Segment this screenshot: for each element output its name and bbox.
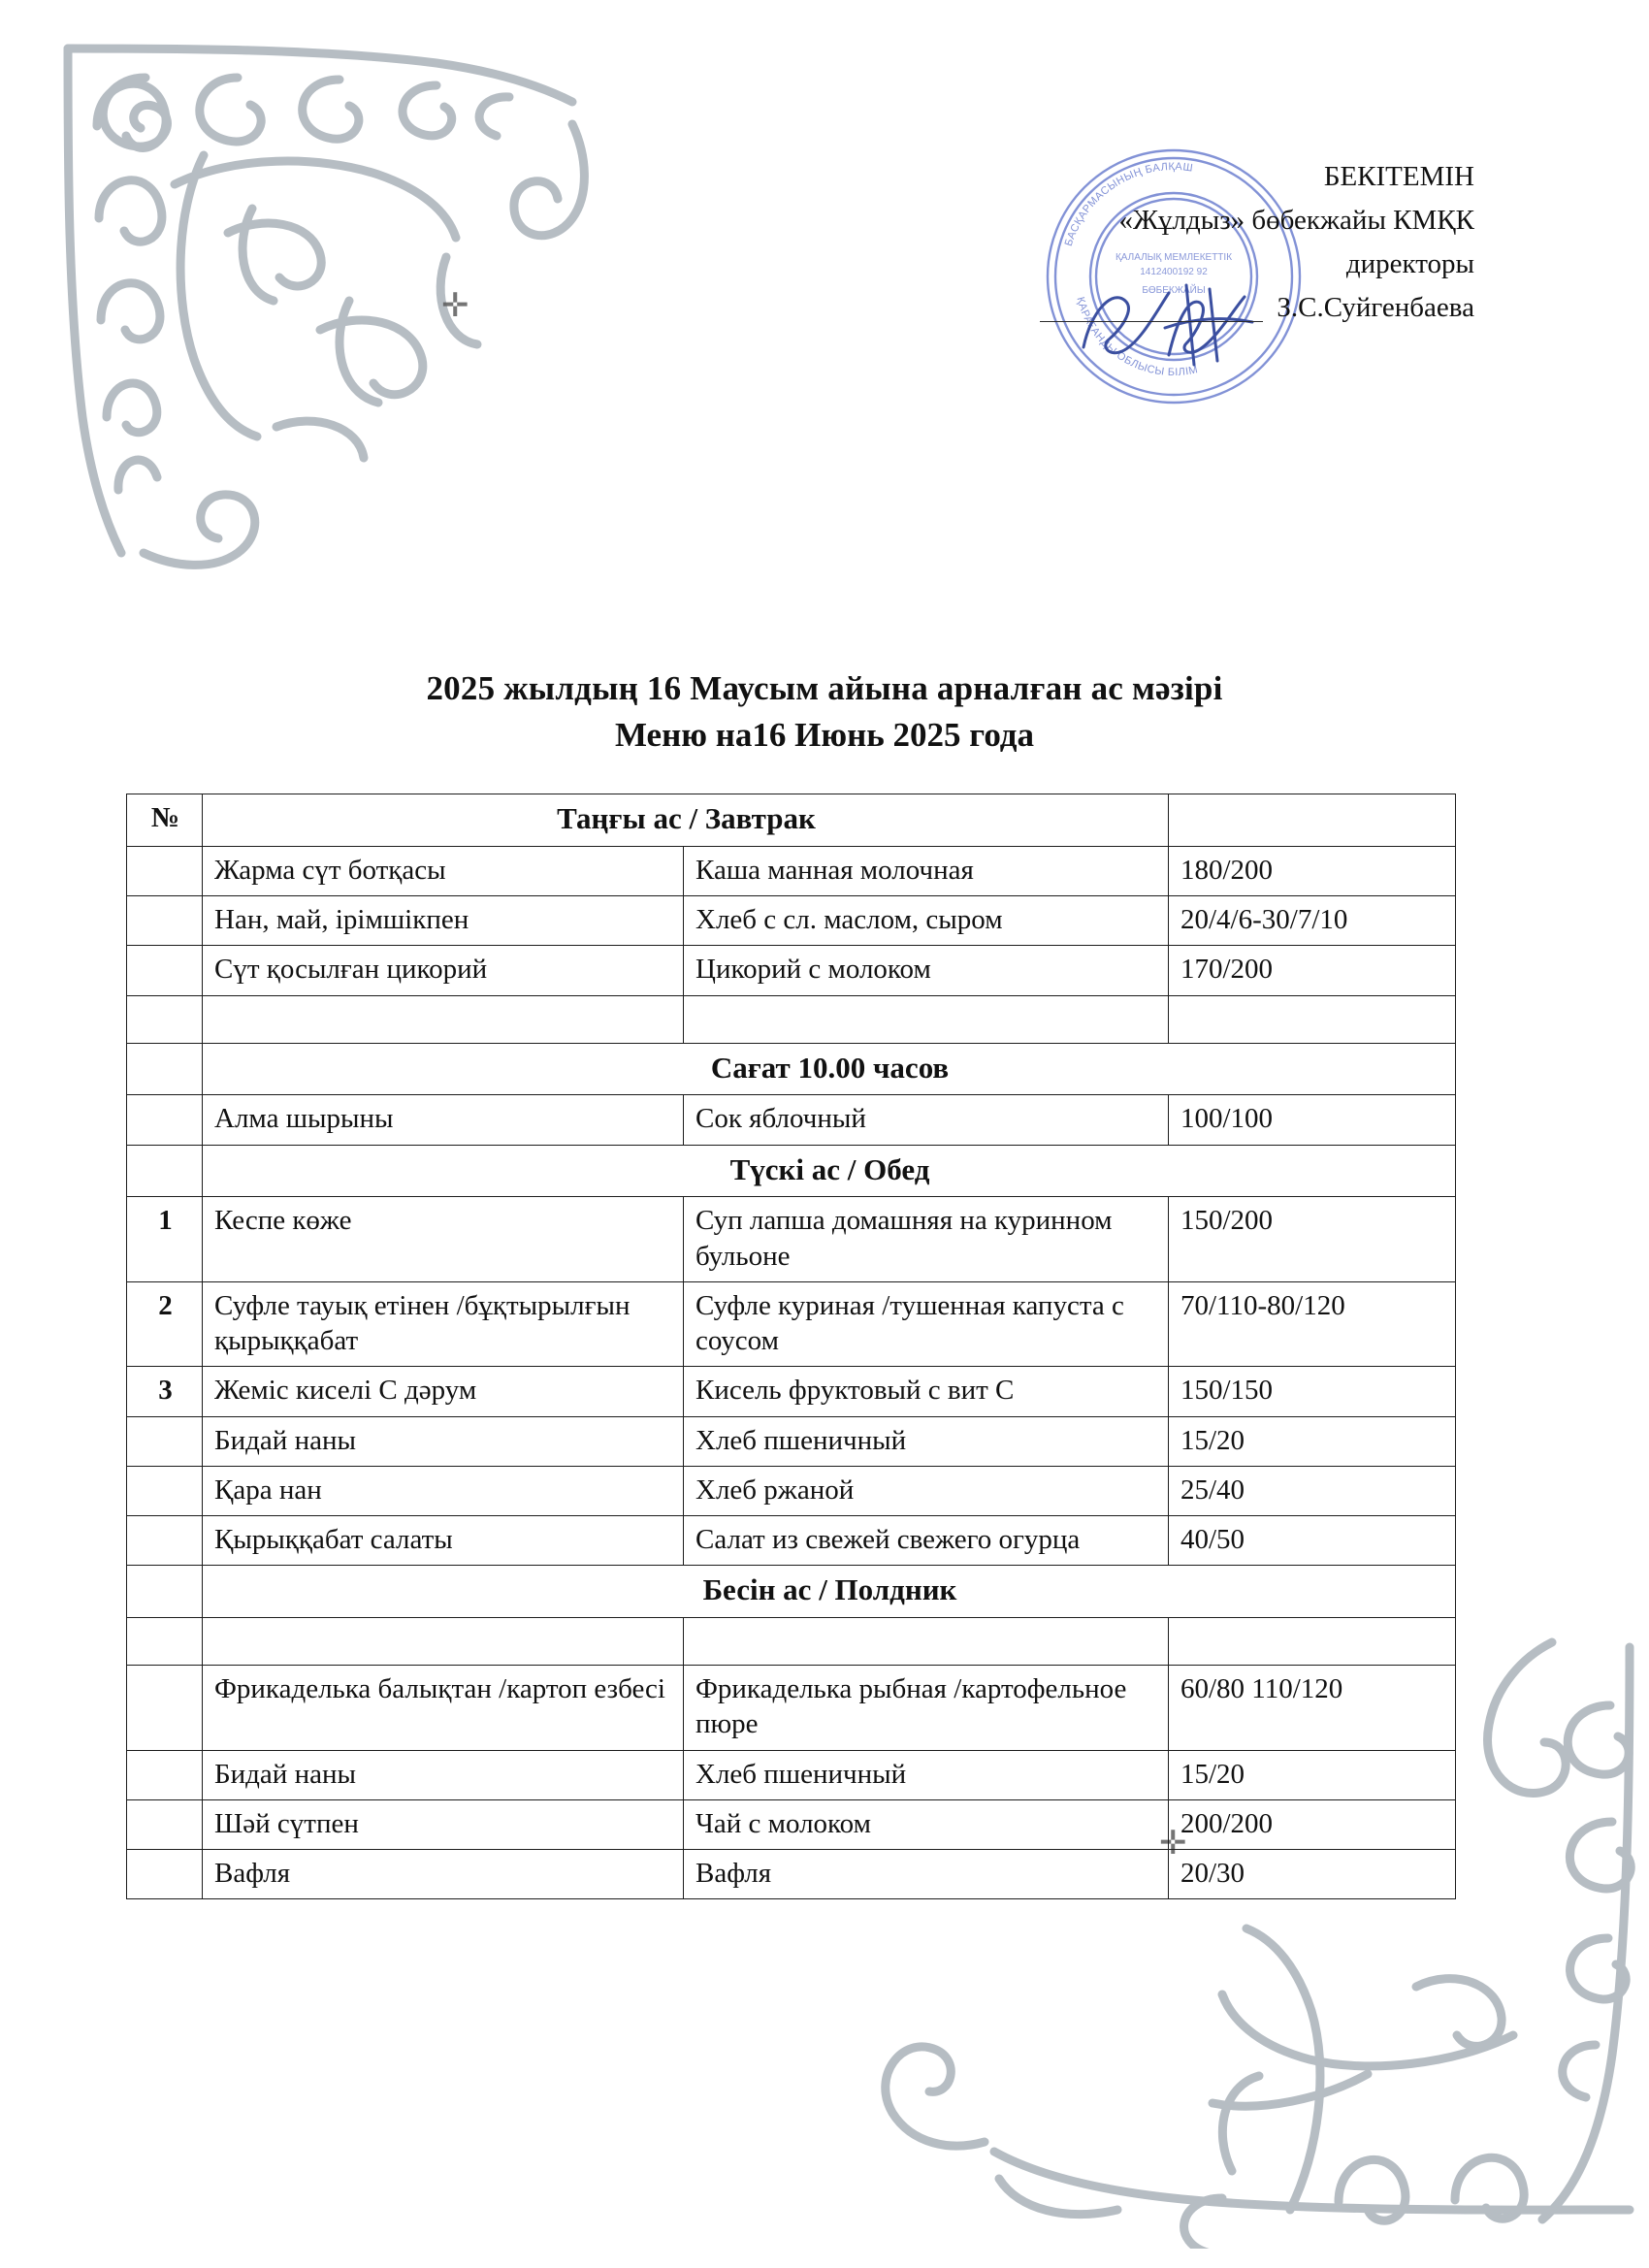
row-number: [127, 896, 203, 946]
table-row: [127, 1799, 1456, 1849]
table-section-row: [127, 794, 1456, 847]
pencil-cross-mark-bottom: ✛: [1159, 1826, 1187, 1862]
dish-name-ru: Хлеб пшеничный: [684, 1750, 1169, 1799]
approval-line-2: «Жұлдыз» бөбекжайы КМҚК: [1118, 204, 1474, 236]
portion-size: 25/40: [1169, 1466, 1456, 1515]
dish-name-ru: [684, 1618, 1169, 1666]
portion-size: 180/200: [1169, 846, 1456, 895]
approval-block: [854, 155, 1474, 330]
dish-name-ru: Цикорий с молоком: [684, 946, 1169, 995]
table-row: [127, 846, 1456, 895]
dish-name-ru: Суфле куриная /тушенная капуста с соусом: [684, 1281, 1169, 1367]
dish-name-ru: Кисель фруктовый с вит С: [684, 1367, 1169, 1416]
row-number: 1: [127, 1197, 203, 1282]
row-number: [127, 1095, 203, 1145]
dish-name-kk: Фрикаделька балықтан /картоп езбесі: [203, 1666, 684, 1751]
section-num-cell: [127, 1145, 203, 1197]
dish-name-kk: Қырыққабат салаты: [203, 1516, 684, 1566]
portion-size: 150/150: [1169, 1367, 1456, 1416]
page-title: [0, 669, 1649, 755]
portion-size: 150/200: [1169, 1197, 1456, 1282]
table-row: [127, 1281, 1456, 1367]
portion-size: 200/200: [1169, 1799, 1456, 1849]
row-number: 3: [127, 1367, 203, 1416]
row-number: [127, 946, 203, 995]
dish-name-kk: Қара нан: [203, 1466, 684, 1515]
dish-name-ru: Салат из свежей свежего огурца: [684, 1516, 1169, 1566]
title-kazakh: 2025 жылдың 16 Маусым айына арналған ас мәзірі: [426, 669, 1223, 707]
approval-line-3: директоры: [1345, 247, 1474, 279]
approval-line-1: БЕКІТЕМІН: [1323, 161, 1474, 192]
svg-text:БӨБЕКЖАЙЫ: БӨБЕКЖАЙЫ: [1142, 285, 1206, 296]
menu-table: [126, 794, 1456, 1899]
dish-name-ru: [684, 995, 1169, 1043]
dish-name-ru: Сок яблочный: [684, 1095, 1169, 1145]
corner-ornament-top-left: [29, 10, 630, 631]
svg-text:1412400192 92: 1412400192 92: [1140, 267, 1208, 277]
row-number: [127, 1850, 203, 1899]
title-russian: Меню на16 Июнь 2025 года: [614, 716, 1035, 754]
dish-name-ru: Суп лапша домашняя на куринном бульоне: [684, 1197, 1169, 1282]
dish-name-kk: Нан, май, ірімшікпен: [203, 896, 684, 946]
row-number: [127, 846, 203, 895]
portion-size: 60/80 110/120: [1169, 1666, 1456, 1751]
signature-line: [1040, 321, 1263, 322]
table-row: [127, 1416, 1456, 1466]
dish-name-kk: Жеміс киселі С дәрум: [203, 1367, 684, 1416]
section-num-cell: [127, 1566, 203, 1618]
row-number: [127, 1666, 203, 1751]
table-header-num: №: [127, 794, 203, 847]
portion-size: [1169, 995, 1456, 1043]
dish-name-ru: Каша манная молочная: [684, 846, 1169, 895]
table-section-row: [127, 1145, 1456, 1197]
table-row: [127, 1095, 1456, 1145]
dish-name-ru: Хлеб с сл. маслом, сыром: [684, 896, 1169, 946]
dish-name-ru: Хлеб пшеничный: [684, 1416, 1169, 1466]
portion-size: 15/20: [1169, 1416, 1456, 1466]
table-row: [127, 1367, 1456, 1416]
row-number: [127, 1516, 203, 1566]
table-row: [127, 1666, 1456, 1751]
row-number: [127, 1466, 203, 1515]
approval-signer-name: З.С.Суйгенбаева: [1277, 291, 1474, 323]
dish-name-kk: Бидай наны: [203, 1750, 684, 1799]
dish-name-kk: Шәй сүтпен: [203, 1799, 684, 1849]
dish-name-ru: Вафля: [684, 1850, 1169, 1899]
row-number: [127, 1416, 203, 1466]
dish-name-ru: Фрикаделька рыбная /картофельное пюре: [684, 1666, 1169, 1751]
portion-size: 40/50: [1169, 1516, 1456, 1566]
svg-text:ҚАЛАЛЫҚ МЕМЛЕКЕТТІК: ҚАЛАЛЫҚ МЕМЛЕКЕТТІК: [1115, 252, 1233, 263]
table-row: [127, 896, 1456, 946]
table-row: [127, 946, 1456, 995]
portion-size: 170/200: [1169, 946, 1456, 995]
row-number: 2: [127, 1281, 203, 1367]
section-qty-cell: [1169, 794, 1456, 847]
section-num-cell: [127, 1043, 203, 1095]
table-row: [127, 995, 1456, 1043]
menu-table-container: [126, 794, 1455, 1899]
dish-name-kk: Алма шырыны: [203, 1095, 684, 1145]
table-row: [127, 1618, 1456, 1666]
dish-name-kk: Бидай наны: [203, 1416, 684, 1466]
table-section-row: [127, 1566, 1456, 1618]
dish-name-kk: Жарма сүт ботқасы: [203, 846, 684, 895]
dish-name-kk: [203, 995, 684, 1043]
svg-text:ҚАРАҒАНДЫ ОБЛЫСЫ БІЛІМ: ҚАРАҒАНДЫ ОБЛЫСЫ БІЛІМ: [1074, 295, 1200, 379]
pencil-cross-mark-top: ✛: [441, 288, 469, 324]
portion-size: 20/4/6-30/7/10: [1169, 896, 1456, 946]
section-title: Сағат 10.00 часов: [203, 1043, 1456, 1095]
dish-name-ru: Чай с молоком: [684, 1799, 1169, 1849]
section-title: Таңғы ас / Завтрак: [203, 794, 1169, 847]
section-title: Бесін ас / Полдник: [203, 1566, 1456, 1618]
dish-name-ru: Хлеб ржаной: [684, 1466, 1169, 1515]
portion-size: [1169, 1618, 1456, 1666]
table-row: [127, 1850, 1456, 1899]
row-number: [127, 1750, 203, 1799]
portion-size: 70/110-80/120: [1169, 1281, 1456, 1367]
portion-size: 20/30: [1169, 1850, 1456, 1899]
dish-name-kk: Кеспе көже: [203, 1197, 684, 1282]
table-row: [127, 1750, 1456, 1799]
dish-name-kk: [203, 1618, 684, 1666]
portion-size: 100/100: [1169, 1095, 1456, 1145]
dish-name-kk: Вафля: [203, 1850, 684, 1899]
table-row: [127, 1516, 1456, 1566]
row-number: [127, 1618, 203, 1666]
row-number: [127, 995, 203, 1043]
svg-text:БАСҚАРМАСЫНЫҢ БАЛҚАШ: БАСҚАРМАСЫНЫҢ БАЛҚАШ: [1062, 160, 1194, 248]
dish-name-kk: Суфле тауық етінен /бұқтырылғын қырыққабат: [203, 1281, 684, 1367]
table-row: [127, 1466, 1456, 1515]
dish-name-kk: Сүт қосылған цикорий: [203, 946, 684, 995]
section-title: Түскі ас / Обед: [203, 1145, 1456, 1197]
row-number: [127, 1799, 203, 1849]
table-row: [127, 1197, 1456, 1282]
portion-size: 15/20: [1169, 1750, 1456, 1799]
approval-signature-row: [854, 286, 1474, 330]
table-section-row: [127, 1043, 1456, 1095]
